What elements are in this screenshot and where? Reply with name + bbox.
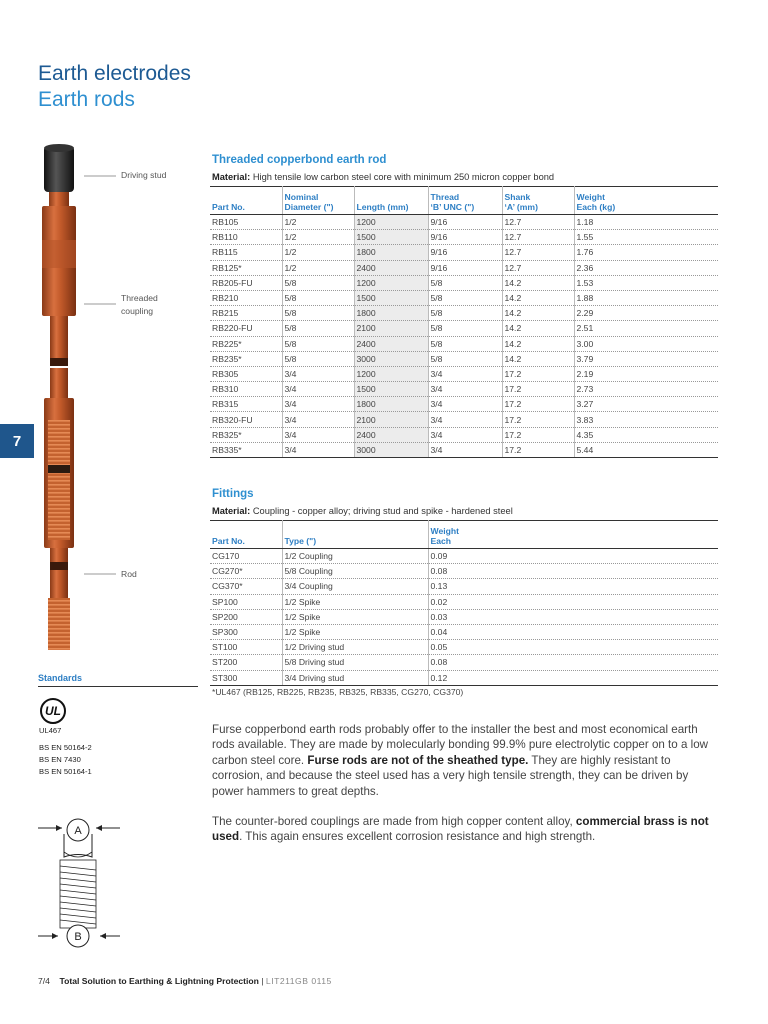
table-cell-type: 1/2 Spike bbox=[282, 609, 428, 624]
table-cell-weight: 3.27 bbox=[574, 397, 718, 412]
table-cell-thread: 9/16 bbox=[428, 245, 502, 260]
table-cell-part: RB220-FU bbox=[210, 321, 282, 336]
body-paragraph-1: Furse copperbond earth rods probably offer to the installer the best and most economical earth rods available. They are made by molecularly bonding 99.9% pure electrolytic copper on to a low carbon steel core. Furse rods are not of the sheathed type. They are highly resistant to corrosion, and because the steel used has a very high tensile strength, they can be driven by power hammers to great depths. bbox=[212, 723, 709, 798]
material-line-fittings: Material: Coupling - copper alloy; driving stud and spike - hardened steel bbox=[212, 506, 513, 516]
standards-title: Standards bbox=[38, 673, 83, 683]
table-cell-diam: 3/4 bbox=[282, 427, 354, 442]
table-cell-length: 1200 bbox=[354, 215, 428, 230]
table-cell-length: 1800 bbox=[354, 306, 428, 321]
table-cell-weight: 3.79 bbox=[574, 351, 718, 366]
table-cell-weight: 2.29 bbox=[574, 306, 718, 321]
ul-code: UL467 bbox=[39, 726, 62, 735]
table-row bbox=[210, 442, 718, 457]
table-cell-part: RB205-FU bbox=[210, 275, 282, 290]
dimension-b-label: B bbox=[74, 931, 82, 943]
table-cell-diam: 1/2 bbox=[282, 260, 354, 275]
table-cell-shank: 17.2 bbox=[502, 382, 574, 397]
table-cell-weight: 0.09 bbox=[428, 549, 718, 564]
table-cell-shank: 17.2 bbox=[502, 366, 574, 381]
page-title: Earth electrodes bbox=[38, 62, 191, 85]
table-cell-thread: 3/4 bbox=[428, 382, 502, 397]
table-row bbox=[210, 306, 718, 321]
table-cell-weight: 0.02 bbox=[428, 594, 718, 609]
table-cell-length: 1500 bbox=[354, 290, 428, 305]
page-number: 7/4 bbox=[38, 976, 50, 986]
table-cell-part: CG170 bbox=[210, 549, 282, 564]
table-row bbox=[210, 640, 718, 655]
table-cell-part: RB310 bbox=[210, 382, 282, 397]
table-cell-shank: 17.2 bbox=[502, 412, 574, 427]
table-cell-type: 3/4 Driving stud bbox=[282, 670, 428, 685]
page-footer: 7/4 Total Solution to Earthing & Lightning Protection | LIT211GB 0115 bbox=[38, 976, 332, 986]
col-header-length: Length (mm) bbox=[354, 187, 428, 215]
table-row bbox=[210, 564, 718, 579]
table-cell-shank: 12.7 bbox=[502, 260, 574, 275]
table-row bbox=[210, 290, 718, 305]
table-cell-part: ST300 bbox=[210, 670, 282, 685]
table-cell-thread: 3/4 bbox=[428, 412, 502, 427]
table-cell-diam: 5/8 bbox=[282, 306, 354, 321]
table-cell-length: 2400 bbox=[354, 427, 428, 442]
table-cell-thread: 3/4 bbox=[428, 366, 502, 381]
table-row bbox=[210, 366, 718, 381]
table-cell-weight: 1.76 bbox=[574, 245, 718, 260]
table-cell-weight: 4.35 bbox=[574, 427, 718, 442]
ul-footnote: *UL467 (RB125, RB225, RB235, RB325, RB335, CG270, CG370) bbox=[212, 687, 464, 697]
table-cell-part: RB115 bbox=[210, 245, 282, 260]
table-cell-thread: 3/4 bbox=[428, 442, 502, 457]
table-cell-type: 1/2 Spike bbox=[282, 624, 428, 639]
table-cell-shank: 17.2 bbox=[502, 427, 574, 442]
table-cell-shank: 12.7 bbox=[502, 245, 574, 260]
col-header-diameter: Nominal Diameter (") bbox=[282, 187, 354, 215]
table-cell-part: RB335* bbox=[210, 442, 282, 457]
table-row bbox=[210, 260, 718, 275]
table-row bbox=[210, 351, 718, 366]
table-cell-length: 2400 bbox=[354, 336, 428, 351]
table-cell-weight: 0.05 bbox=[428, 640, 718, 655]
table-cell-length: 3000 bbox=[354, 442, 428, 457]
table-cell-thread: 3/4 bbox=[428, 427, 502, 442]
table-cell-thread: 5/8 bbox=[428, 336, 502, 351]
table-cell-length: 3000 bbox=[354, 351, 428, 366]
table-cell-part: RB315 bbox=[210, 397, 282, 412]
table-cell-part: RB320-FU bbox=[210, 412, 282, 427]
col-header-fit-weight: Weight Each bbox=[428, 521, 718, 549]
table-cell-thread: 5/8 bbox=[428, 306, 502, 321]
table-cell-shank: 14.2 bbox=[502, 306, 574, 321]
table-cell-thread: 5/8 bbox=[428, 351, 502, 366]
dimension-a-label: A bbox=[74, 825, 82, 837]
table-cell-diam: 5/8 bbox=[282, 275, 354, 290]
table-cell-weight: 1.53 bbox=[574, 275, 718, 290]
table-cell-part: RB105 bbox=[210, 215, 282, 230]
threaded-rod-table bbox=[210, 186, 718, 458]
table-cell-diam: 3/4 bbox=[282, 382, 354, 397]
col-header-thread: Thread ‘B’ UNC (") bbox=[428, 187, 502, 215]
table-cell-diam: 3/4 bbox=[282, 366, 354, 381]
col-header-fit-type: Type (") bbox=[282, 521, 428, 549]
table-cell-diam: 1/2 bbox=[282, 215, 354, 230]
material-line-threaded: Material: High tensile low carbon steel core with minimum 250 micron copper bond bbox=[212, 172, 555, 182]
table-cell-part: ST200 bbox=[210, 655, 282, 670]
driving-stud-shape bbox=[44, 146, 74, 192]
table-cell-weight: 0.04 bbox=[428, 624, 718, 639]
standard-item: BS EN 7430 bbox=[39, 755, 81, 764]
table-cell-thread: 3/4 bbox=[428, 397, 502, 412]
footer-code: LIT211GB 0115 bbox=[265, 976, 332, 986]
standards-rule bbox=[38, 686, 198, 687]
col-header-part: Part No. bbox=[210, 187, 282, 215]
table-cell-weight: 1.88 bbox=[574, 290, 718, 305]
table-row bbox=[210, 230, 718, 245]
table-row bbox=[210, 321, 718, 336]
table-cell-weight: 0.08 bbox=[428, 564, 718, 579]
table-row bbox=[210, 579, 718, 594]
rod-shape bbox=[50, 548, 68, 598]
table-cell-shank: 12.7 bbox=[502, 230, 574, 245]
table-cell-weight: 0.03 bbox=[428, 609, 718, 624]
section-title-threaded: Threaded copperbond earth rod bbox=[212, 154, 387, 166]
table-cell-diam: 5/8 bbox=[282, 336, 354, 351]
table-cell-shank: 14.2 bbox=[502, 351, 574, 366]
table-cell-part: ST100 bbox=[210, 640, 282, 655]
table-cell-length: 2100 bbox=[354, 321, 428, 336]
table-row bbox=[210, 412, 718, 427]
table-cell-part: RB235* bbox=[210, 351, 282, 366]
table-cell-part: RB210 bbox=[210, 290, 282, 305]
table-cell-weight: 2.36 bbox=[574, 260, 718, 275]
table-row bbox=[210, 594, 718, 609]
dimension-diagram bbox=[34, 812, 124, 952]
table-cell-part: CG370* bbox=[210, 579, 282, 594]
table-cell-part: SP100 bbox=[210, 594, 282, 609]
table-cell-diam: 3/4 bbox=[282, 397, 354, 412]
table-cell-weight: 1.18 bbox=[574, 215, 718, 230]
table-cell-length: 1500 bbox=[354, 230, 428, 245]
table-cell-shank: 17.2 bbox=[502, 397, 574, 412]
standards-list bbox=[39, 742, 92, 778]
table-cell-part: SP200 bbox=[210, 609, 282, 624]
standard-item: BS EN 50164-1 bbox=[39, 767, 92, 776]
table-cell-weight: 2.19 bbox=[574, 366, 718, 381]
col-header-fit-part: Part No. bbox=[210, 521, 282, 549]
table-cell-part: RB125* bbox=[210, 260, 282, 275]
table-cell-type: 1/2 Coupling bbox=[282, 549, 428, 564]
table-cell-length: 2100 bbox=[354, 412, 428, 427]
table-cell-type: 1/2 Driving stud bbox=[282, 640, 428, 655]
table-cell-diam: 5/8 bbox=[282, 290, 354, 305]
table-cell-thread: 5/8 bbox=[428, 321, 502, 336]
table-row bbox=[210, 655, 718, 670]
label-leader-lines bbox=[84, 170, 124, 590]
table-cell-part: CG270* bbox=[210, 564, 282, 579]
fittings-table bbox=[210, 520, 718, 686]
table-cell-shank: 14.2 bbox=[502, 321, 574, 336]
label-driving-stud: Driving stud bbox=[121, 170, 167, 180]
table-row bbox=[210, 382, 718, 397]
table-cell-length: 1800 bbox=[354, 397, 428, 412]
table-cell-thread: 9/16 bbox=[428, 260, 502, 275]
label-coupling: coupling bbox=[121, 306, 154, 316]
table-cell-type: 1/2 Spike bbox=[282, 594, 428, 609]
table-row bbox=[210, 245, 718, 260]
table-cell-weight: 5.44 bbox=[574, 442, 718, 457]
table-row bbox=[210, 427, 718, 442]
table-cell-shank: 17.2 bbox=[502, 442, 574, 457]
label-threaded: Threaded bbox=[121, 293, 158, 303]
table-cell-thread: 5/8 bbox=[428, 275, 502, 290]
table-cell-thread: 9/16 bbox=[428, 215, 502, 230]
table-cell-weight: 3.00 bbox=[574, 336, 718, 351]
col-header-shank: Shank ‘A’ (mm) bbox=[502, 187, 574, 215]
page-subtitle: Earth rods bbox=[38, 88, 135, 111]
table-row bbox=[210, 609, 718, 624]
table-row bbox=[210, 215, 718, 230]
table-cell-length: 1800 bbox=[354, 245, 428, 260]
standard-item: BS EN 50164-2 bbox=[39, 743, 92, 752]
table-cell-weight: 0.08 bbox=[428, 655, 718, 670]
table-cell-diam: 5/8 bbox=[282, 351, 354, 366]
table-cell-shank: 14.2 bbox=[502, 275, 574, 290]
label-rod: Rod bbox=[121, 569, 137, 579]
table-cell-length: 1200 bbox=[354, 275, 428, 290]
table-cell-type: 3/4 Coupling bbox=[282, 579, 428, 594]
table-cell-part: RB225* bbox=[210, 336, 282, 351]
table-cell-type: 5/8 Coupling bbox=[282, 564, 428, 579]
table-cell-weight: 3.83 bbox=[574, 412, 718, 427]
table-cell-thread: 5/8 bbox=[428, 290, 502, 305]
chapter-tab: 7 bbox=[0, 424, 34, 458]
ul-listed-icon: UL bbox=[40, 698, 66, 724]
table-cell-length: 2400 bbox=[354, 260, 428, 275]
table-row bbox=[210, 336, 718, 351]
table-cell-length: 1500 bbox=[354, 382, 428, 397]
table-row bbox=[210, 624, 718, 639]
table-cell-weight: 1.55 bbox=[574, 230, 718, 245]
table-row bbox=[210, 275, 718, 290]
table-cell-part: RB215 bbox=[210, 306, 282, 321]
table-cell-weight: 2.73 bbox=[574, 382, 718, 397]
body-paragraph-2: The counter-bored couplings are made from high copper content alloy, commercial brass is not used. This again ensures excellent corrosion resistance and high strength. bbox=[212, 815, 709, 844]
table-cell-type: 5/8 Driving stud bbox=[282, 655, 428, 670]
table-cell-shank: 12.7 bbox=[502, 215, 574, 230]
table-cell-shank: 14.2 bbox=[502, 336, 574, 351]
table-cell-part: RB110 bbox=[210, 230, 282, 245]
table-row bbox=[210, 549, 718, 564]
table-cell-diam: 5/8 bbox=[282, 321, 354, 336]
table-cell-thread: 9/16 bbox=[428, 230, 502, 245]
table-cell-part: RB325* bbox=[210, 427, 282, 442]
col-header-weight: Weight Each (kg) bbox=[574, 187, 718, 215]
section-title-fittings: Fittings bbox=[212, 488, 254, 500]
table-cell-part: SP300 bbox=[210, 624, 282, 639]
table-cell-diam: 1/2 bbox=[282, 245, 354, 260]
footer-title: Total Solution to Earthing & Lightning Protection bbox=[59, 976, 259, 986]
table-cell-diam: 1/2 bbox=[282, 230, 354, 245]
table-cell-diam: 3/4 bbox=[282, 412, 354, 427]
table-cell-length: 1200 bbox=[354, 366, 428, 381]
table-cell-shank: 14.2 bbox=[502, 290, 574, 305]
table-row bbox=[210, 397, 718, 412]
table-cell-part: RB305 bbox=[210, 366, 282, 381]
table-cell-weight: 0.13 bbox=[428, 579, 718, 594]
table-cell-weight: 2.51 bbox=[574, 321, 718, 336]
table-row bbox=[210, 670, 718, 685]
table-cell-weight: 0.12 bbox=[428, 670, 718, 685]
table-cell-diam: 3/4 bbox=[282, 442, 354, 457]
